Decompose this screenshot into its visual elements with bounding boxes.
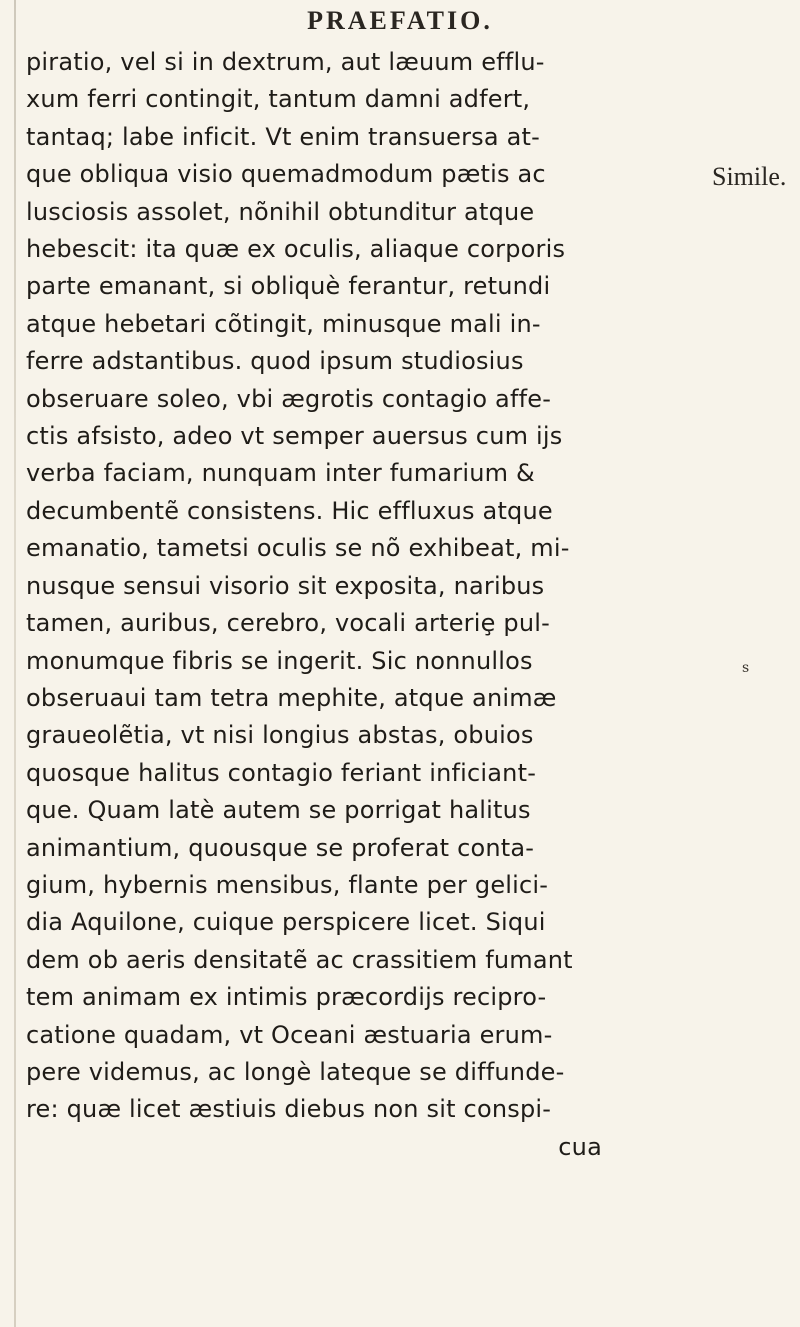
text-line: obseruare soleo, vbi ægrotis contagio affe- — [26, 384, 552, 413]
text-line: monumque fibris se ingerit. Sic nonnullos — [26, 646, 533, 675]
text-line: que. Quam latè autem se porrigat halitus — [26, 796, 531, 825]
text-line: animantium, quousque se proferat conta- — [26, 833, 535, 862]
text-line: emanatio, tametsi oculis se nõ exhibeat, mi- — [26, 534, 570, 563]
text-line: dem ob aeris densitatẽ ac crassitiem fumant — [26, 945, 573, 974]
text-line: obseruaui tam tetra mephite, atque animæ — [26, 683, 557, 712]
margin-note: Simile. — [712, 162, 787, 191]
text-line: tamen, auribus, cerebro, vocali arteriȩ pul- — [26, 609, 550, 638]
text-line: parte emanant, si obliquè ferantur, retundi — [26, 272, 551, 301]
text-line: piratio, vel si in dextrum, aut læuum efflu- — [26, 48, 545, 76]
running-header: PRAEFATIO. — [307, 6, 493, 35]
text-line: decumbentẽ consistens. Hic effluxus atque — [26, 496, 553, 525]
text-line: dia Aquilone, cuique perspicere licet. Siqui — [26, 908, 546, 937]
text-line: ferre adstantibus. quod ipsum studiosius — [26, 347, 524, 376]
text-line: tantaq; labe inficit. Vt enim transuersa at- — [26, 122, 540, 151]
text-line: gium, hybernis mensibus, flante per gelici- — [26, 870, 549, 899]
text-line: xum ferri contingit, tantum damni adfert, — [26, 85, 531, 114]
text-line: graueolẽtia, vt nisi longius abstas, obuios — [26, 721, 534, 750]
text-line: re: quæ licet æstiuis diebus non sit conspi- — [26, 1095, 552, 1124]
text-line: nusque sensui visorio sit exposita, naribus — [26, 571, 545, 600]
text-line: catione quadam, vt Oceani æstuaria erum- — [26, 1020, 553, 1049]
text-line: hebescit: ita quæ ex oculis, aliaque corporis — [26, 235, 566, 264]
text-line: verba faciam, nunquam inter fumarium & — [26, 459, 535, 488]
margin-mark: s — [742, 660, 750, 676]
page-binding-edge — [14, 0, 16, 1327]
text-line: ctis afsisto, adeo vt semper auersus cum ijs — [26, 422, 563, 451]
text-line: atque hebetari cõtingit, minusque mali in- — [26, 309, 541, 338]
text-line: tem animam ex intimis præcordijs recipro- — [26, 983, 547, 1012]
text-line: que obliqua visio quemadmodum pætis ac — [26, 160, 546, 189]
text-line: lusciosis assolet, nõnihil obtunditur atque — [26, 197, 535, 226]
catchword: cua — [558, 1132, 602, 1161]
text-line: pere videmus, ac longè lateque se diffunde- — [26, 1057, 565, 1086]
body-text — [26, 44, 766, 1166]
text-line: quosque halitus contagio feriant inficiant- — [26, 758, 537, 787]
